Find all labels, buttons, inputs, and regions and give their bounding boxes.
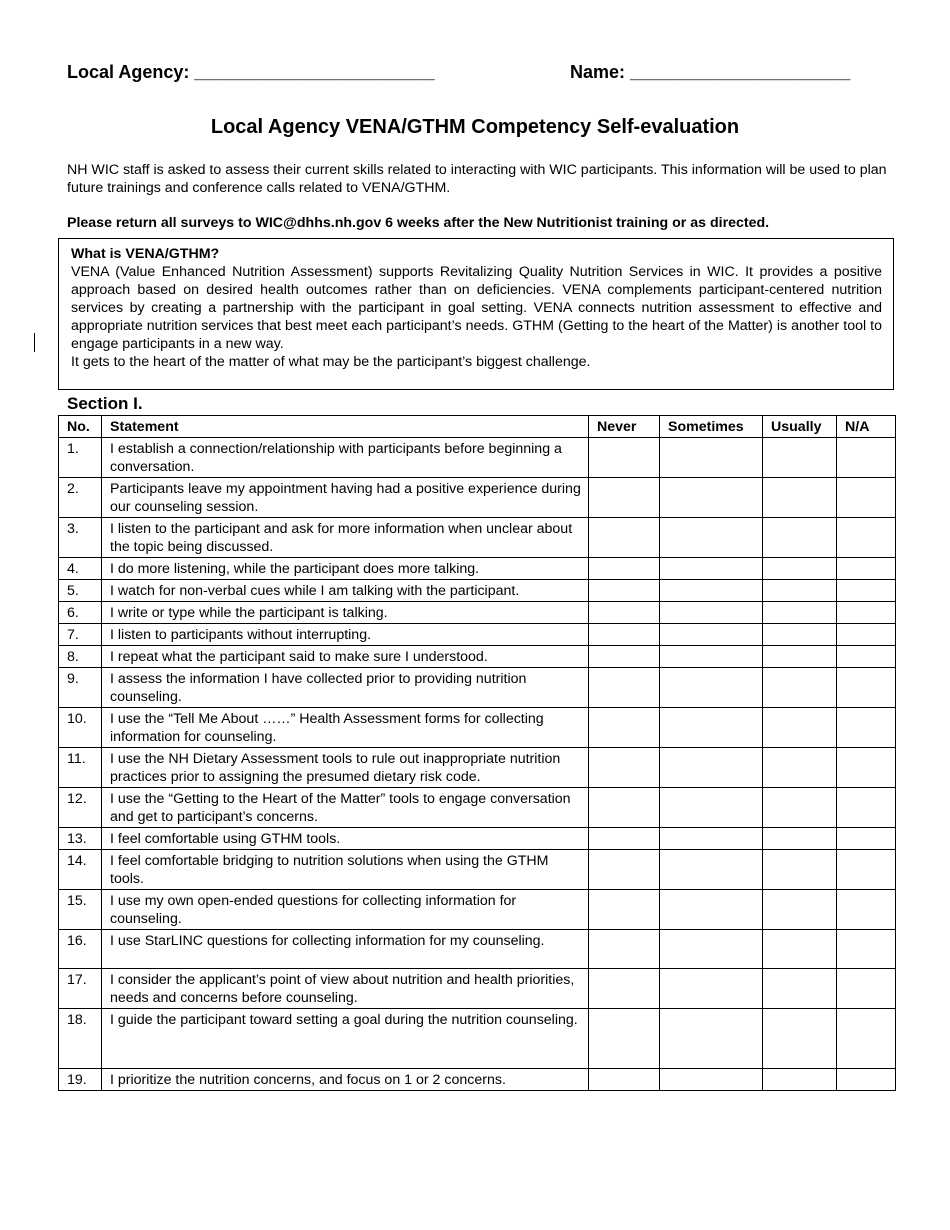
column-header-statement: Statement (102, 416, 589, 438)
survey-table (58, 415, 896, 1091)
row-number: 19. (59, 1069, 102, 1091)
table-row (59, 748, 896, 788)
usually-cell[interactable] (763, 828, 837, 850)
na-cell[interactable] (837, 788, 896, 828)
table-row (59, 930, 896, 969)
sometimes-cell[interactable] (660, 788, 763, 828)
row-number: 8. (59, 646, 102, 668)
table-row (59, 708, 896, 748)
row-statement: I feel comfortable bridging to nutrition solutions when using the GTHM tools. (102, 850, 589, 890)
sometimes-cell[interactable] (660, 602, 763, 624)
never-cell[interactable] (589, 558, 660, 580)
na-cell[interactable] (837, 1069, 896, 1091)
row-statement: I guide the participant toward setting a goal during the nutrition counseling. (102, 1009, 589, 1069)
sometimes-cell[interactable] (660, 1009, 763, 1069)
na-cell[interactable] (837, 602, 896, 624)
table-row (59, 478, 896, 518)
usually-cell[interactable] (763, 668, 837, 708)
row-number: 7. (59, 624, 102, 646)
row-statement: I establish a connection/relationship with participants before beginning a conversation. (102, 438, 589, 478)
usually-cell[interactable] (763, 1069, 837, 1091)
row-number: 16. (59, 930, 102, 969)
row-number: 12. (59, 788, 102, 828)
column-header-sometimes: Sometimes (660, 416, 763, 438)
never-cell[interactable] (589, 580, 660, 602)
sometimes-cell[interactable] (660, 850, 763, 890)
row-statement: I use StarLINC questions for collecting information for my counseling. (102, 930, 589, 969)
usually-cell[interactable] (763, 478, 837, 518)
never-cell[interactable] (589, 890, 660, 930)
sometimes-cell[interactable] (660, 624, 763, 646)
text-cursor (34, 333, 35, 352)
na-cell[interactable] (837, 624, 896, 646)
na-cell[interactable] (837, 828, 896, 850)
usually-cell[interactable] (763, 748, 837, 788)
return-instructions: Please return all surveys to WIC@dhhs.nh.gov 6 weeks after the New Nutritionist training or as directed. (67, 215, 770, 231)
info-box (58, 238, 894, 390)
name-label: Name: ______________________ (570, 62, 851, 82)
row-number: 3. (59, 518, 102, 558)
na-cell[interactable] (837, 708, 896, 748)
table-row (59, 828, 896, 850)
table-row (59, 438, 896, 478)
section-title: Section I. (67, 394, 143, 413)
never-cell[interactable] (589, 602, 660, 624)
table-row (59, 668, 896, 708)
table-row (59, 518, 896, 558)
sometimes-cell[interactable] (660, 969, 763, 1009)
row-statement: I write or type while the participant is talking. (102, 602, 589, 624)
na-cell[interactable] (837, 748, 896, 788)
page-title: Local Agency VENA/GTHM Competency Self-evaluation (210, 116, 740, 138)
info-box-body: VENA (Value Enhanced Nutrition Assessment) supports Revitalizing Quality Nutrition Services in WIC. It provides a positive approach based on desired health outcomes rather than on deficiencies. VENA complements participant-centered nutrition services by creating a partnership with the participant in goal setting. VENA connects nutrition assessment to effective and appropriate nutrition services that best meet each participant’s needs. GTHM (Getting to the heart of the Matter) is another tool to engage participants in a new way. (71, 264, 882, 352)
usually-cell[interactable] (763, 788, 837, 828)
never-cell[interactable] (589, 646, 660, 668)
sometimes-cell[interactable] (660, 890, 763, 930)
row-number: 15. (59, 890, 102, 930)
sometimes-cell[interactable] (660, 708, 763, 748)
na-cell[interactable] (837, 438, 896, 478)
row-number: 10. (59, 708, 102, 748)
row-statement: I prioritize the nutrition concerns, and focus on 1 or 2 concerns. (102, 1069, 589, 1091)
usually-cell[interactable] (763, 580, 837, 602)
table-row (59, 850, 896, 890)
table-row (59, 1009, 896, 1069)
table-row (59, 602, 896, 624)
usually-cell[interactable] (763, 850, 837, 890)
usually-cell[interactable] (763, 558, 837, 580)
sometimes-cell[interactable] (660, 580, 763, 602)
table-header-row (59, 416, 896, 438)
column-header-never: Never (589, 416, 660, 438)
row-statement: I assess the information I have collected prior to providing nutrition counseling. (102, 668, 589, 708)
never-cell[interactable] (589, 969, 660, 1009)
row-statement: I use the “Tell Me About ……” Health Assessment forms for collecting information for counseling. (102, 708, 589, 748)
table-row (59, 788, 896, 828)
sometimes-cell[interactable] (660, 828, 763, 850)
column-header-na: N/A (837, 416, 896, 438)
table-row (59, 580, 896, 602)
sometimes-cell[interactable] (660, 1069, 763, 1091)
row-number: 2. (59, 478, 102, 518)
row-statement: Participants leave my appointment having had a positive experience during our counseling session. (102, 478, 589, 518)
row-statement: I use my own open-ended questions for collecting information for counseling. (102, 890, 589, 930)
never-cell[interactable] (589, 708, 660, 748)
na-cell[interactable] (837, 518, 896, 558)
row-number: 18. (59, 1009, 102, 1069)
table-row (59, 646, 896, 668)
never-cell[interactable] (589, 624, 660, 646)
na-cell[interactable] (837, 668, 896, 708)
never-cell[interactable] (589, 668, 660, 708)
row-number: 11. (59, 748, 102, 788)
row-number: 17. (59, 969, 102, 1009)
never-cell[interactable] (589, 788, 660, 828)
usually-cell[interactable] (763, 930, 837, 969)
row-statement: I repeat what the participant said to make sure I understood. (102, 646, 589, 668)
na-cell[interactable] (837, 890, 896, 930)
table-row (59, 969, 896, 1009)
never-cell[interactable] (589, 930, 660, 969)
table-row (59, 890, 896, 930)
usually-cell[interactable] (763, 969, 837, 1009)
info-box-heading: What is VENA/GTHM? (71, 246, 220, 262)
na-cell[interactable] (837, 478, 896, 518)
table-row (59, 558, 896, 580)
row-number: 5. (59, 580, 102, 602)
never-cell[interactable] (589, 748, 660, 788)
na-cell[interactable] (837, 580, 896, 602)
usually-cell[interactable] (763, 708, 837, 748)
usually-cell[interactable] (763, 518, 837, 558)
na-cell[interactable] (837, 1009, 896, 1069)
row-statement: I use the “Getting to the Heart of the Matter” tools to engage conversation and get to participant’s concerns. (102, 788, 589, 828)
info-box-body-2: It gets to the heart of the matter of what may be the participant’s biggest challenge. (71, 354, 591, 370)
intro-paragraph: NH WIC staff is asked to assess their current skills related to interacting with WIC participants. This information will be used to plan future trainings and conference calls related to VENA/GTHM. (67, 162, 887, 196)
usually-cell[interactable] (763, 646, 837, 668)
sometimes-cell[interactable] (660, 478, 763, 518)
row-statement: I use the NH Dietary Assessment tools to rule out inappropriate nutrition practices prior to assigning the presumed dietary risk code. (102, 748, 589, 788)
sometimes-cell[interactable] (660, 748, 763, 788)
usually-cell[interactable] (763, 624, 837, 646)
sometimes-cell[interactable] (660, 558, 763, 580)
never-cell[interactable] (589, 438, 660, 478)
row-statement: I listen to participants without interrupting. (102, 624, 589, 646)
row-statement: I consider the applicant’s point of view about nutrition and health priorities, needs and concerns before counseling. (102, 969, 589, 1009)
row-number: 14. (59, 850, 102, 890)
usually-cell[interactable] (763, 1009, 837, 1069)
row-statement: I feel comfortable using GTHM tools. (102, 828, 589, 850)
never-cell[interactable] (589, 1069, 660, 1091)
sometimes-cell[interactable] (660, 646, 763, 668)
sometimes-cell[interactable] (660, 438, 763, 478)
row-statement: I listen to the participant and ask for more information when unclear about the topic being discussed. (102, 518, 589, 558)
na-cell[interactable] (837, 850, 896, 890)
never-cell[interactable] (589, 478, 660, 518)
row-number: 4. (59, 558, 102, 580)
na-cell[interactable] (837, 930, 896, 969)
usually-cell[interactable] (763, 602, 837, 624)
table-row (59, 1069, 896, 1091)
sometimes-cell[interactable] (660, 668, 763, 708)
row-number: 9. (59, 668, 102, 708)
column-header-usually: Usually (763, 416, 837, 438)
usually-cell[interactable] (763, 438, 837, 478)
row-number: 13. (59, 828, 102, 850)
sometimes-cell[interactable] (660, 518, 763, 558)
na-cell[interactable] (837, 558, 896, 580)
never-cell[interactable] (589, 828, 660, 850)
na-cell[interactable] (837, 646, 896, 668)
local-agency-label: Local Agency: ________________________ (67, 62, 435, 82)
row-statement: I do more listening, while the participant does more talking. (102, 558, 589, 580)
sometimes-cell[interactable] (660, 930, 763, 969)
row-number: 6. (59, 602, 102, 624)
never-cell[interactable] (589, 518, 660, 558)
never-cell[interactable] (589, 1009, 660, 1069)
usually-cell[interactable] (763, 890, 837, 930)
never-cell[interactable] (589, 850, 660, 890)
column-header-no: No. (59, 416, 102, 438)
table-row (59, 624, 896, 646)
row-statement: I watch for non-verbal cues while I am talking with the participant. (102, 580, 589, 602)
row-number: 1. (59, 438, 102, 478)
na-cell[interactable] (837, 969, 896, 1009)
